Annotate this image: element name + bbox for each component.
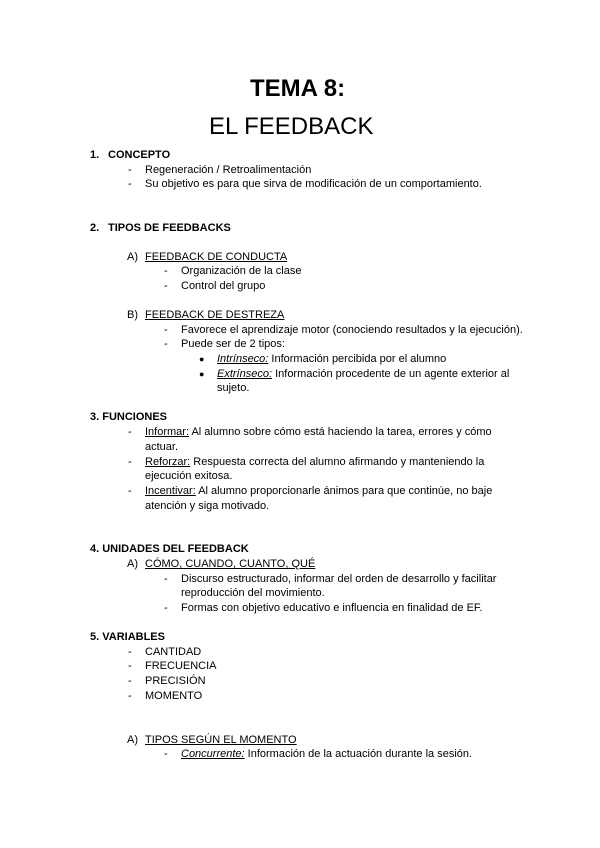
term-text: Al alumno sobre cómo está haciendo la tarea, errores y cómo [189, 426, 492, 438]
subsection-5a-title: TIPOS SEGÚN EL MOMENTO [145, 734, 297, 746]
page-subtitle: EL FEEDBACK [209, 113, 374, 140]
section-2-number: 2. [90, 222, 100, 234]
dash-marker: - [128, 456, 132, 468]
dash-marker: - [164, 280, 168, 292]
section-2-heading: TIPOS DE FEEDBACKS [108, 222, 231, 234]
bullet-marker: ● [199, 354, 205, 364]
term-incentivar: Incentivar: [145, 485, 196, 497]
list-item: Favorece el aprendizaje motor (conociendo resultados y la ejecución). [181, 324, 523, 336]
term-text: Respuesta correcta del alumno afirmando y manteniendo la [190, 456, 485, 468]
dash-marker: - [164, 338, 168, 350]
section-5-heading: 5. VARIABLES [90, 631, 165, 643]
term-reforzar: Reforzar: [145, 456, 191, 468]
term-intrinseco: Intrínseco: [217, 353, 269, 365]
dash-marker: - [128, 178, 132, 190]
list-item: MOMENTO [145, 690, 203, 702]
list-item [217, 352, 446, 367]
dash-marker: - [128, 646, 132, 658]
subsection-marker: A) [127, 734, 138, 746]
term-text: Información de la actuación durante la sesión. [244, 748, 473, 760]
term-text: Al alumno proporcionarle ánimos para que continúe, no baje [195, 485, 493, 497]
dash-marker: - [128, 690, 132, 702]
list-item [145, 425, 492, 440]
subsection-marker: A) [127, 251, 138, 263]
term-text: Información procedente de un agente exterior al [272, 368, 510, 380]
list-item: FRECUENCIA [145, 660, 217, 672]
list-item: Discurso estructurado, informar del orden de desarrollo y facilitar [181, 573, 497, 585]
list-item-continuation: sujeto. [217, 382, 250, 394]
list-item [181, 747, 472, 762]
dash-marker: - [164, 573, 168, 585]
list-item [217, 367, 509, 382]
list-item: CANTIDAD [145, 646, 202, 658]
subsection-marker: A) [127, 558, 138, 570]
dash-marker: - [128, 485, 132, 497]
list-item-continuation: ejecución exitosa. [145, 470, 233, 482]
list-item [145, 455, 484, 470]
term-text: Información percibida por el alumno [268, 353, 447, 365]
term-concurrente: Concurrente: [181, 748, 245, 760]
list-item: Regeneración / Retroalimentación [145, 164, 312, 176]
list-item: PRECISIÓN [145, 675, 206, 687]
dash-marker: - [128, 660, 132, 672]
subsection-4a-title: CÓMO, CUANDO, CUANTO, QUÉ [145, 558, 316, 570]
list-item-continuation: actuar. [145, 441, 179, 453]
section-1-number: 1. [90, 149, 100, 161]
subsection-marker: B) [127, 309, 138, 321]
list-item: Organización de la clase [181, 265, 302, 277]
dash-marker: - [128, 675, 132, 687]
dash-marker: - [164, 602, 168, 614]
term-extrinseco: Extrínseco: [217, 368, 273, 380]
list-item: Control del grupo [181, 280, 266, 292]
list-item-continuation: reproducción del movimiento. [181, 587, 325, 599]
list-item [145, 484, 492, 499]
bullet-marker: ● [199, 369, 205, 379]
dash-marker: - [128, 164, 132, 176]
section-3-heading: 3. FUNCIONES [90, 411, 168, 423]
dash-marker: - [164, 748, 168, 760]
list-item: Puede ser de 2 tipos: [181, 338, 285, 350]
section-1-heading: CONCEPTO [108, 149, 171, 161]
section-4-heading: 4. UNIDADES DEL FEEDBACK [90, 543, 249, 555]
list-item-continuation: atención y siga motivado. [145, 500, 270, 512]
dash-marker: - [164, 265, 168, 277]
dash-marker: - [164, 324, 168, 336]
subsection-a-title: FEEDBACK DE CONDUCTA [145, 251, 288, 263]
list-item: Su objetivo es para que sirva de modificación de un comportamiento. [145, 178, 482, 190]
list-item: Formas con objetivo educativo e influencia en finalidad de EF. [181, 602, 483, 614]
page-title: TEMA 8: [250, 75, 346, 102]
subsection-b-title: FEEDBACK DE DESTREZA [145, 309, 285, 321]
dash-marker: - [128, 426, 132, 438]
term-informar: Informar: [145, 426, 190, 438]
